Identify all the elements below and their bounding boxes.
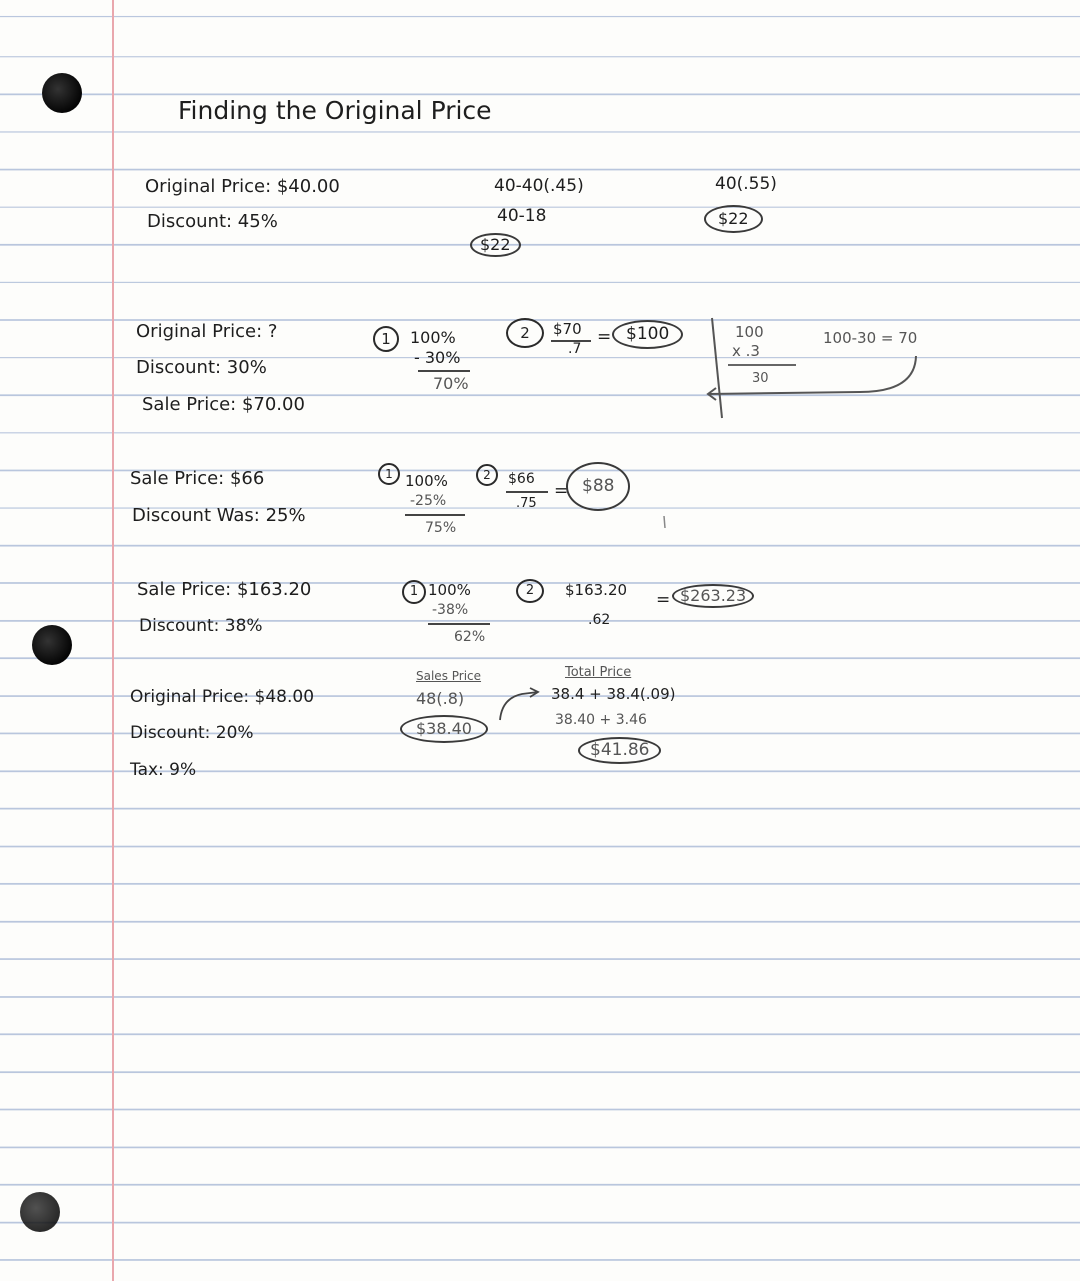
p4-step1-line3: 62%: [454, 629, 486, 645]
p3-step1-number: 1: [378, 463, 400, 485]
p2-given-sale: Sale Price: $70.00: [142, 394, 305, 415]
stray-mark: [664, 516, 665, 528]
p2-given-original: Original Price: ?: [136, 321, 278, 342]
p2-check-line3: 30: [752, 371, 769, 386]
p2-step1-line3: 70%: [433, 374, 469, 393]
p2-step1-line2: - 30%: [414, 348, 461, 367]
p5-given-tax: Tax: 9%: [130, 760, 197, 780]
p2-step2-equals: =: [597, 327, 612, 347]
p3-step1-line3: 75%: [425, 520, 457, 536]
p3-given-discount: Discount Was: 25%: [132, 505, 306, 526]
p2-check-subtraction: 100-30 = 70: [823, 329, 918, 347]
p4-step1-number: 1: [402, 580, 426, 604]
p5-sale-line1: 48(.8): [416, 689, 465, 708]
p1-given-original: Original Price: $40.00: [145, 176, 340, 197]
p5-total-line1: 38.4 + 38.4(.09): [551, 685, 676, 703]
p1-method1-line1: 40-40(.45): [494, 176, 584, 196]
p4-step2-result: $263.23: [672, 584, 754, 608]
p2-given-discount: Discount: 30%: [136, 357, 267, 378]
p2-step2-result: $100: [612, 320, 683, 349]
p2-check-line1: 100: [735, 323, 764, 341]
p3-step1-line1: 100%: [405, 472, 448, 490]
p4-given-discount: Discount: 38%: [139, 616, 263, 636]
page-title: Finding the Original Price: [178, 96, 492, 125]
p1-given-discount: Discount: 45%: [147, 211, 278, 232]
p4-step1-line2: -38%: [432, 602, 469, 618]
p3-step1-line2: -25%: [410, 493, 447, 509]
p1-method2-line1: 40(.55): [715, 174, 777, 194]
p4-step2-numerator: $163.20: [565, 581, 628, 599]
p3-step2-denominator: .75: [516, 496, 537, 511]
p3-step2-equals: =: [554, 481, 569, 501]
p4-step1-line1: 100%: [428, 581, 471, 599]
p2-step2-numerator: $70: [553, 320, 582, 338]
p3-step2-number: 2: [476, 464, 498, 486]
p2-check-line2: x .3: [732, 342, 760, 360]
p5-sale-heading: Sales Price: [416, 669, 482, 683]
p2-check-arrow: [708, 356, 916, 394]
p4-step2-denominator: .62: [588, 612, 611, 628]
p4-step2-equals: =: [656, 590, 671, 610]
p3-given-sale: Sale Price: $66: [130, 468, 265, 489]
p5-total-answer: $41.86: [578, 737, 661, 764]
p2-check-divider: [712, 318, 722, 418]
p3-step2-numerator: $66: [508, 471, 535, 487]
p4-given-sale: Sale Price: $163.20: [137, 579, 312, 600]
p1-method1-line2: 40-18: [497, 206, 547, 226]
p1-method1-answer: $22: [470, 233, 521, 257]
p5-total-line2: 38.40 + 3.46: [555, 712, 647, 728]
p2-step1-line1: 100%: [410, 328, 456, 347]
p3-step2-result: $88: [566, 462, 630, 511]
p2-step2-denominator: .7: [568, 341, 582, 357]
p5-sale-answer: $38.40: [400, 715, 488, 743]
p1-method2-answer: $22: [704, 205, 763, 233]
p4-step2-number: 2: [516, 579, 544, 603]
p5-given-discount: Discount: 20%: [130, 723, 254, 743]
p2-step1-number: 1: [373, 326, 399, 352]
p2-step2-number: 2: [506, 318, 544, 348]
p5-total-heading: Total Price: [565, 665, 632, 680]
p5-given-original: Original Price: $48.00: [130, 687, 315, 707]
